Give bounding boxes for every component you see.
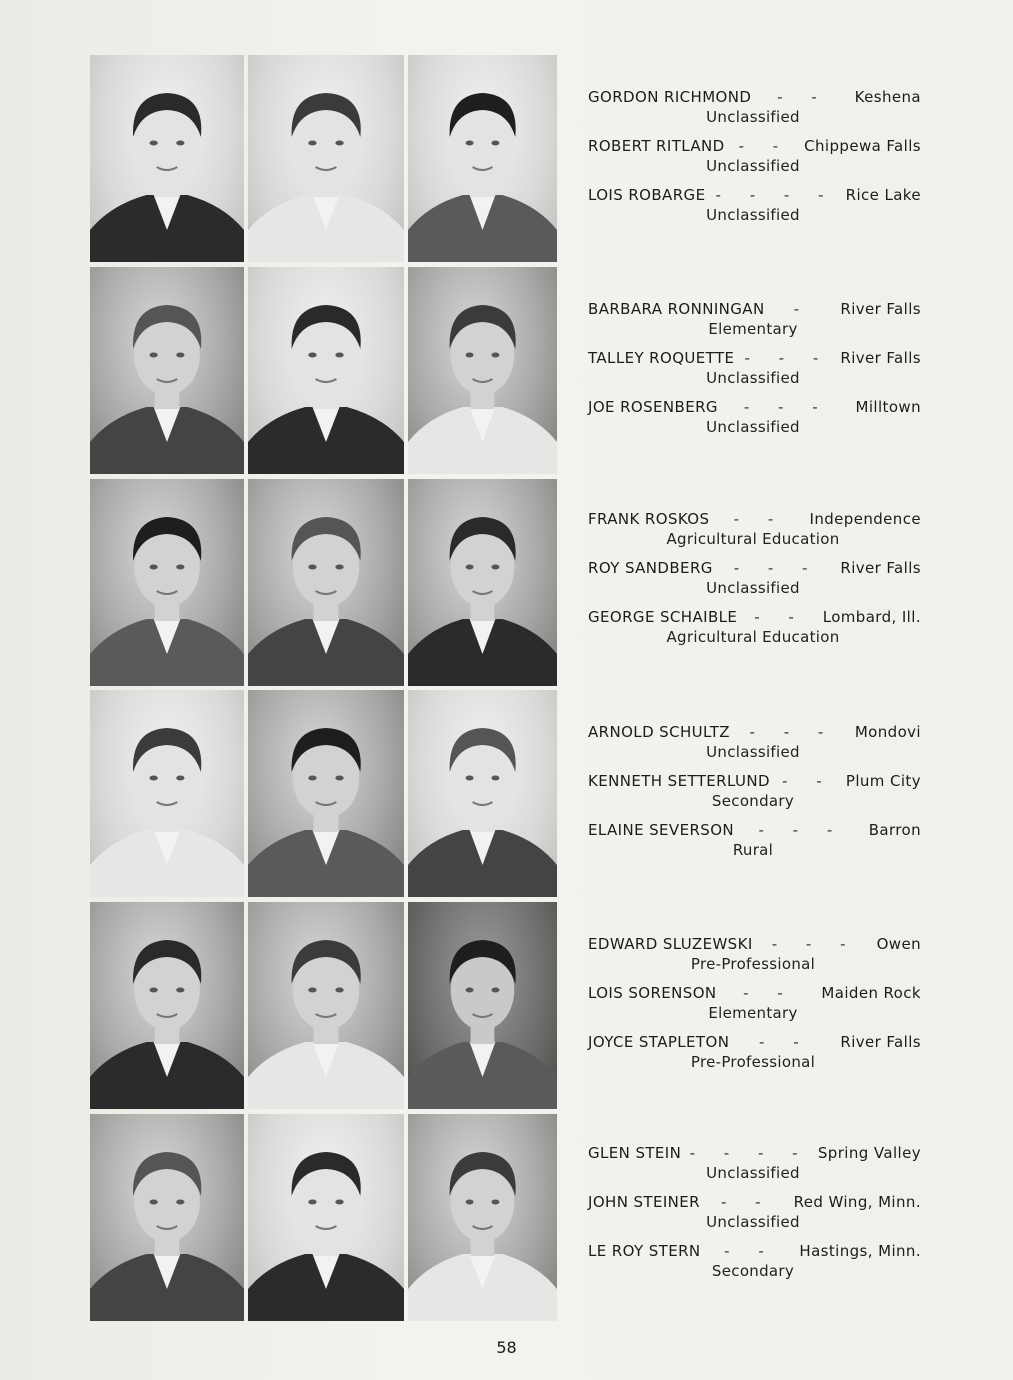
student-name: FRANK ROSKOS [588,510,710,528]
student-name: TALLEY ROQUETTE [588,349,735,367]
portrait-arnold-schultz [90,690,244,897]
program: Unclassified [706,369,800,387]
portrait-kenneth-setterlund [248,690,404,897]
page-number: 58 [496,1338,517,1357]
leader-dashes: - - [777,88,829,106]
student-name: KENNETH SETTERLUND [588,772,770,790]
hometown: Owen [876,935,921,953]
student-name: JOE ROSENBERG [588,398,718,416]
hometown: Red Wing, Minn. [793,1193,921,1211]
portrait-grid [90,55,557,1321]
hometown: Milltown [855,398,921,416]
leader-dashes: - - [733,510,786,528]
program: Elementary [708,1004,798,1022]
hometown: Plum City [845,772,921,790]
portrait-frank-roskos [90,479,244,686]
program: Agricultural Education [666,530,840,548]
leader-dashes: - - [782,772,834,790]
portrait-joyce-stapleton [408,902,557,1109]
listing-group [588,935,921,1082]
student-name: GEORGE SCHAIBLE [588,608,738,626]
student-entry [588,186,921,235]
student-entry [588,349,921,398]
leader-dashes: - - - [758,821,845,839]
portrait-barbara-ronningan [90,267,244,474]
program: Elementary [708,320,798,338]
student-entry [588,984,921,1033]
program: Unclassified [706,206,800,224]
student-entry [588,398,921,447]
program: Unclassified [706,743,800,761]
hometown: Rice Lake [845,186,921,204]
program: Unclassified [706,1164,800,1182]
hometown: Chippewa Falls [804,137,921,155]
hometown: River Falls [840,559,921,577]
student-name: ELAINE SEVERSON [588,821,735,839]
student-entry [588,608,921,657]
leader-dashes: - - [754,608,806,626]
student-entry [588,137,921,186]
program: Rural [732,841,774,859]
portrait-george-schaible [408,479,557,686]
hometown: Independence [809,510,921,528]
hometown: Hastings, Minn. [799,1242,921,1260]
portrait-john-steiner [248,1114,404,1321]
hometown: River Falls [840,1033,921,1051]
hometown: Maiden Rock [821,984,921,1002]
leader-dashes: - - - - [689,1144,810,1162]
hometown: Lombard, Ill. [822,608,921,626]
student-entry [588,300,921,349]
student-name: EDWARD SLUZEWSKI [588,935,753,953]
student-name: LOIS SORENSON [588,984,717,1002]
listing-group [588,88,921,235]
portrait-roy-sandberg [248,479,404,686]
leader-dashes: - [793,300,812,318]
student-name: GORDON RICHMOND [588,88,752,106]
leader-dashes: - - - [744,349,831,367]
student-entry [588,821,921,870]
student-name: GLEN STEIN [588,1144,682,1162]
listing-group [588,300,921,447]
hometown: Barron [868,821,921,839]
student-name: JOHN STEINER [588,1193,701,1211]
student-entry [588,1144,921,1193]
student-entry [588,935,921,984]
portrait-talley-roquette [248,267,404,474]
hometown: Mondovi [854,723,921,741]
leader-dashes: - - - [743,398,830,416]
student-name: JOYCE STAPLETON [588,1033,730,1051]
student-entry [588,1193,921,1242]
program: Pre-Professional [690,955,816,973]
student-name: LE ROY STERN [588,1242,701,1260]
student-name: ROY SANDBERG [588,559,713,577]
student-name: ROBERT RITLAND [588,137,725,155]
hometown: River Falls [840,300,921,318]
hometown: River Falls [840,349,921,367]
program: Secondary [711,1262,795,1280]
portrait-robert-ritland [248,55,404,262]
leader-dashes: - - - [771,935,858,953]
program: Unclassified [706,157,800,175]
program: Agricultural Education [666,628,840,646]
program: Secondary [711,792,795,810]
leader-dashes: - - [738,137,791,155]
student-entry [588,1033,921,1082]
leader-dashes: - - - [733,559,820,577]
leader-dashes: - - - - [715,186,836,204]
leader-dashes: - - [743,984,795,1002]
program: Unclassified [706,579,800,597]
student-entry [588,1242,921,1291]
portrait-gordon-richmond [90,55,244,262]
portrait-le-roy-stern [408,1114,557,1321]
portrait-joe-rosenberg [408,267,557,474]
program: Unclassified [706,108,800,126]
student-entry [588,723,921,772]
portrait-glen-stein [90,1114,244,1321]
leader-dashes: - - [721,1193,773,1211]
leader-dashes: - - - [749,723,836,741]
student-name: BARBARA RONNINGAN [588,300,765,318]
student-entry [588,559,921,608]
student-entry [588,88,921,137]
listing-group [588,723,921,870]
leader-dashes: - - [724,1242,776,1260]
portrait-elaine-severson [408,690,557,897]
hometown: Keshena [854,88,921,106]
program: Unclassified [706,1213,800,1231]
student-name: ARNOLD SCHULTZ [588,723,730,741]
portrait-edward-sluzewski [90,902,244,1109]
student-name: LOIS ROBARGE [588,186,706,204]
student-entry [588,510,921,559]
hometown: Spring Valley [817,1144,921,1162]
program: Pre-Professional [690,1053,816,1071]
program: Unclassified [706,418,800,436]
listing-group [588,510,921,657]
leader-dashes: - - [759,1033,811,1051]
portrait-lois-robarge [408,55,557,262]
portrait-lois-sorenson [248,902,404,1109]
listing-group [588,1144,921,1291]
student-entry [588,772,921,821]
